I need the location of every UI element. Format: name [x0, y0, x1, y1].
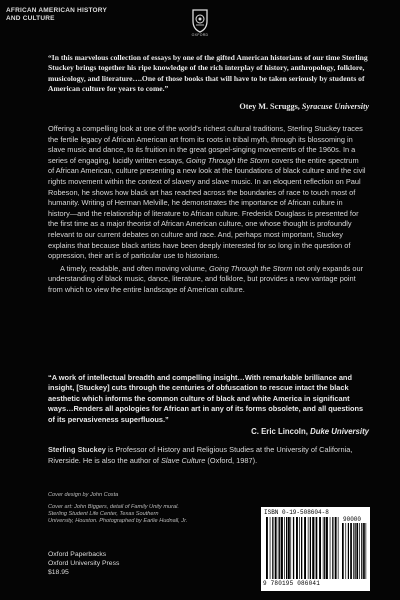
- design-credit: Cover design by John Costa: [48, 492, 119, 498]
- barcode-bar: [316, 517, 317, 579]
- praise-author-top: Otey M. Scruggs,: [239, 102, 300, 111]
- barcode-bar: [363, 523, 365, 579]
- barcode-bar: [304, 517, 306, 579]
- price-code: 90000: [343, 516, 362, 523]
- art-credit-line-1: Cover art: John Biggers, detail of Family Unity mural.: [48, 504, 179, 510]
- description-paragraph-2: [48, 264, 366, 296]
- barcode-bar: [335, 517, 337, 579]
- book-description: [48, 124, 366, 297]
- description-paragraph-1: [48, 124, 366, 262]
- description-text: Offering a compelling look at one of the world’s richest cultural traditions, Sterling Stuckey traces the fertile legacy of African American art from its roots in tribal myth, through its blossoming in slave music and dance, to its fruition in the great gospel-singing movements of the 1960s. In a series of engaging, lucidly written essays,: [48, 124, 363, 165]
- barcode-bar: [290, 517, 291, 579]
- barcode-bar: [299, 517, 300, 579]
- imprint: Oxford Paperbacks: [48, 551, 107, 558]
- barcode-bar: [348, 523, 349, 579]
- author-bio-text: is Professor of History and Religious Studies at the University of California, Riverside. He is also the author of: [48, 445, 353, 465]
- author-name: Sterling Stuckey: [48, 445, 106, 454]
- book-title-italic: Going Through the Storm: [209, 263, 293, 273]
- praise-affiliation-top: Syracuse University: [301, 102, 369, 111]
- price: $18.95: [48, 568, 69, 576]
- barcode-bar: [315, 517, 316, 579]
- barcode-bar: [319, 517, 321, 579]
- barcode-bar: [332, 517, 333, 579]
- barcode-digits: 9 780195 086041: [263, 580, 321, 587]
- barcode-bar: [293, 517, 294, 579]
- publisher-info: [48, 551, 188, 577]
- barcode-bar: [330, 517, 331, 579]
- description-text: not only expands our understanding of black music, dance, literature, and folklore, but provides a new vantage point from which to view the entire landscape of American culture.: [48, 263, 364, 294]
- barcode-bar: [355, 523, 356, 579]
- barcode-bar: [288, 517, 290, 579]
- barcode-bar: [356, 523, 358, 579]
- barcode-bar: [270, 517, 271, 579]
- praise-attribution-top: [150, 102, 369, 111]
- series-line-2: AND CULTURE: [6, 14, 55, 22]
- barcode-bar: [272, 517, 273, 579]
- barcode-bar: [281, 517, 283, 579]
- barcode-bar: [350, 523, 352, 579]
- author-other-book: Slave Culture: [160, 455, 206, 465]
- cover-credits: [48, 492, 228, 525]
- barcode-bar: [266, 517, 268, 579]
- barcode-bar: [342, 523, 344, 579]
- barcode-bar: [284, 517, 285, 579]
- barcode-bar: [308, 517, 309, 579]
- barcode-bar: [353, 523, 354, 579]
- praise-attribution-bottom: [150, 427, 369, 436]
- barcode-bar: [324, 517, 325, 579]
- praise-quote-bottom: “A work of intellectual breadth and compelling insight…With remarkable brilliance and insight, [Stuckey] cuts through the centuries of obfuscation to rescue intact the black aesthetic which informs the common culture of black and white America in significant ways…Renders all apologies for African art in any of its forms obsolete, and all questions of its pervasiveness superfluous.”: [48, 373, 364, 424]
- series-label: [6, 7, 126, 22]
- author-bio: [48, 445, 368, 466]
- art-credit-line-3: University, Houston. Photographed by Earlie Hudnall, Jr.: [48, 518, 188, 524]
- barcode-bar: [301, 517, 302, 579]
- series-line-1: AFRICAN AMERICAN HISTORY: [6, 7, 107, 14]
- praise-affiliation-bottom: Duke University: [310, 427, 369, 436]
- barcode-bar: [279, 517, 280, 579]
- barcode-addon-icon: [341, 523, 367, 579]
- barcode-bar: [312, 517, 314, 579]
- barcode-panel: [261, 507, 370, 591]
- barcode-bar: [275, 517, 277, 579]
- barcode-bar: [338, 517, 339, 579]
- description-text: A timely, readable, and often moving volume,: [60, 263, 207, 273]
- barcode-bar: [310, 517, 311, 579]
- barcode-bar: [278, 517, 279, 579]
- barcode-bar: [361, 523, 362, 579]
- logo-caption: OXFORD: [191, 33, 209, 37]
- author-bio-text-end: (Oxford, 1987).: [207, 455, 258, 465]
- barcode-bar: [296, 517, 298, 579]
- description-text: covers the entire spectrum of African American, culture presenting a new look at the foundations of black culture and the civil rights movement within the context of slavery and slave music. In an eloquent reflection on Paul Robeson, he shows how black art has reached across the boundaries of race to touch most of humanity. Writing of Herman Melville, he demonstrates the importance of African culture in history—and the relationship of literature to African culture. Frederick Douglass is presented for the first time as a major theorist of African American culture, one whose thought is profoundly relevant to our current debates on culture and race. And, perhaps most important, Stuckey explains that because black artists have been deeply interested for so long in the question of oppression, their art is of particular use to historians.: [48, 155, 366, 261]
- art-credit-line-2: Sterling Student Life Center, Texas Southern: [48, 511, 159, 517]
- publisher-name: Oxford University Press: [48, 559, 120, 567]
- barcode-bar: [323, 517, 324, 579]
- book-title-italic: Going Through the Storm: [186, 155, 270, 165]
- barcode-icon: [265, 517, 339, 579]
- praise-author-bottom: C. Eric Lincoln,: [251, 427, 308, 436]
- barcode-bar: [326, 517, 328, 579]
- isbn-number: ISBN 0-19-508604-8: [264, 509, 329, 516]
- praise-quote-top: “In this marvelous collection of essays by one of the gifted American historians of our time Sterling Stuckey brings together his ripe knowledge of the rich interplay of history, anthropology, folklore, musicology, and literature….One of those books that will have to be taken seriously by students of American culture for years to come.”: [48, 53, 368, 94]
- barcode-bar: [345, 523, 346, 579]
- barcode-bar: [366, 523, 367, 579]
- barcode-bar: [359, 523, 360, 579]
- barcode-bar: [286, 517, 287, 579]
